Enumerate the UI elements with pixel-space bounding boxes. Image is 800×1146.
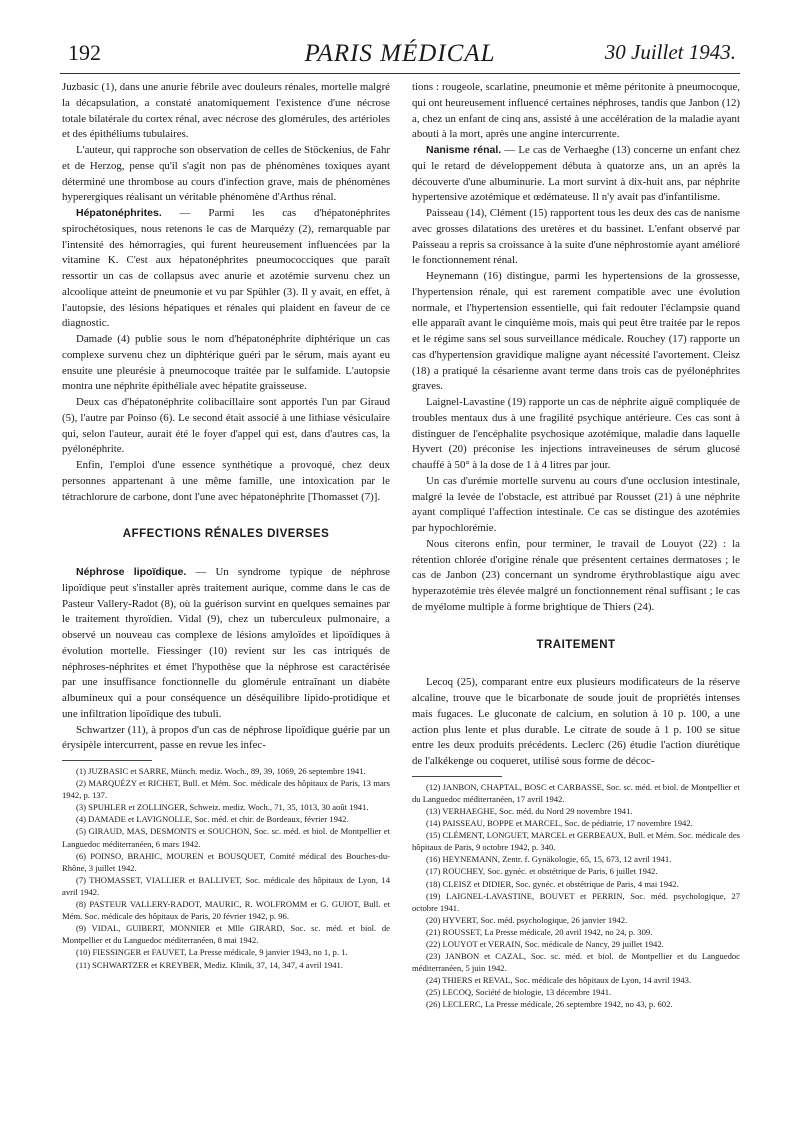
- subheading: Hépatonéphrites.: [76, 207, 162, 219]
- left-column: [62, 80, 390, 971]
- footnote: (3) SPUHLER et ZOLLINGER, Schweiz. mediz. Woch., 71, 35, 1013, 30 août 1941.: [76, 802, 369, 813]
- paragraph: Juzbasic (1), dans une anurie fébrile avec douleurs rénales, mortelle malgré la décapsulation, a constaté anatomiquement l'existence d'une nécrose totale bilatérale du cortex rénal, avec nécrose des glomérules, des artérioles et des épithéliums tubulaires.: [62, 81, 390, 141]
- paragraph: Paisseau (14), Clément (15) rapportent tous les deux des cas de nanisme avec grosses dilatations des uretères et du bassinet. L'enfant observé par Paisseau a repris sa croissance à la suite d'une néphrostomie ayant amélioré le fonctionnement rénal.: [412, 207, 740, 267]
- footnote-rule: [412, 776, 502, 777]
- footnote: (16) HEYNEMANN, Zentr. f. Gynäkologie, 65, 15, 673, 12 avril 1941.: [426, 854, 672, 865]
- footnote: (6) POINSO, BRAHIC, MOUREN et BOUSQUET, Comité médical des Bouches-du-Rhône, 3 juillet 1942.: [62, 850, 390, 873]
- right-column: [412, 80, 740, 1011]
- paragraph: Néphrose lipoïdique. — Un syndrome typique de néphrose lipoïdique peut s'installer après traitement aurique, comme dans le cas de Pasteur Vallery-Radot (8), où la guérison survint en quelques semaines par le traitement thyroïdien. Vidal (9), chez un tuberculeux pulmonaire, a observé un nouveau cas complexe de lésions amyloïdes et lipoïdiques à évolution mortelle. Fiessinger (10) revient sur les cas intriqués de néphroses-néphrites et émet l'hypothèse que la néphrose est caractérisée par une insuffisance fonctionnelle du glomérule entraînant un diabète albumineux qui a pour conséquence un déséquilibre lipido-protidique et une infiltration lipoïdique des tubuli.: [62, 566, 390, 720]
- footnote: (4) DAMADE et LAVIGNOLLE, Soc. méd. et chir. de Bordeaux, février 1942.: [76, 814, 349, 825]
- footnote: (12) JANBON, CHAPTAL, BOSC et CARBASSE, Soc. sc. méd. et biol. de Montpellier et du Languedoc méditerranéen, 17 avril 1942.: [412, 781, 740, 804]
- header-rule: [60, 73, 740, 74]
- footnote: (13) VERHAEGHE, Soc. méd. du Nord 29 novembre 1941.: [426, 805, 633, 816]
- footnote: (14) PAISSEAU, BOPPE et MARCEL, Soc. de pédiatrie, 17 novembre 1942.: [426, 818, 693, 829]
- footnote: (22) LOUYOT et VERAIN, Soc. médicale de Nancy, 29 juillet 1942.: [426, 938, 664, 949]
- footnote: (8) PASTEUR VALLERY-RADOT, MAURIC, R. WOLFROMM et G. GUIOT, Bull. et Mém. Soc. médicale des hôpitaux de Paris, 20 février 1942, p. 96.: [62, 899, 390, 922]
- subheading: Néphrose lipoïdique.: [76, 566, 187, 578]
- page-header: [60, 40, 740, 80]
- paragraph: Nous citerons enfin, pour terminer, le travail de Louyot (22) : la rétention chlorée d'origine rénale que présentent certaines dermatoses ; le cas de Janbon (23) concernant un syndrome érythroblastique aigu avec hyperazotémie très élevée malgré un fonctionnement rénal suffisant ; le cas de myélome multiple à forme brightique de Thiers (24).: [412, 537, 740, 613]
- paragraph: Hépatonéphrites. — Parmi les cas d'hépatonéphrites spirochétosiques, nous retenons le cas de Marquézy (2), remarquable par l'intensité des hémorragies, qui furent heureusement influencées par la vitamine K. C'est aux hépatonéphrites pneumococciques que paraît ressortir un cas de collapsus avec anurie et azotémie survenu chez un alcoolique atteint de pneumonie et vu par Spühler (3). Il y avait, en effet, à l'autopsie, des lésions hépatiques et rénales qui plaident en faveur de ce diagnostic.: [62, 207, 390, 330]
- footnote: (7) THOMASSET, VIALLIER et BALLIVET, Soc. médicale des hôpitaux de Lyon, 14 avril 1942.: [62, 874, 390, 897]
- journal-title: PARIS MÉDICAL: [304, 40, 496, 67]
- footnote: (11) SCHWARTZER et KREYBER, Mediz. Klinik, 37, 14, 347, 4 avril 1941.: [76, 959, 343, 970]
- footnotes: [412, 781, 740, 1011]
- footnotes: [62, 765, 390, 971]
- section-heading: TRAITEMENT: [536, 638, 616, 651]
- footnote: (5) GIRAUD, MAS, DESMONTS et SOUCHON, Soc. sc. méd. et biol. de Montpellier et Languedoc méditerranéen, 6 mars 1942.: [62, 826, 390, 849]
- paragraph: Heynemann (16) distingue, parmi les hypertensions de la grossesse, l'hypertension rénale, qui est rarement compatible avec une évolution normale, et l'hypertension essentielle, qui fait redouter l'éclampsie quand elle apparaît avant le cinquième mois, mais qui peut être traitée par le repos et le régime sans sel sous surveillance médicale. Rouchey (17) rapporte un cas d'hypertension gravidique maligne ayant nécessité l'avortement. Cleisz (18) a pratiqué la césarienne avant terme dans trois cas de pyélonéphrites graves.: [412, 270, 740, 393]
- footnote: (20) HYVERT, Soc. méd. psychologique, 26 janvier 1942.: [426, 914, 628, 925]
- footnote: (23) JANBON et CAZAL, Soc. sc. méd. et biol. de Montpellier et du Languedoc méditerranéen, 5 juin 1942.: [412, 951, 740, 974]
- paragraph: Un cas d'urémie mortelle survenu au cours d'une occlusion intestinale, malgré la levée de l'obstacle, est attribué par Rousset (21) à une néphrite ayant compliqué l'affection intestinale. Ce cas se distingue des azotémies par hypochlorémie.: [412, 474, 740, 534]
- footnote-rule: [62, 760, 152, 761]
- footnote: (17) ROUCHEY, Soc. gynéc. et obstétrique de Paris, 6 juillet 1942.: [426, 866, 658, 877]
- footnote: (1) JUZBASIC et SARRE, Münch. mediz. Woch., 89, 39, 1069, 26 septembre 1941.: [76, 766, 366, 776]
- subheading: Nanisme rénal.: [426, 144, 502, 156]
- issue-date: 30 Juillet 1943.: [604, 40, 736, 64]
- footnote: (18) CLEISZ et DIDIER, Soc. gynéc. et obstétrique de Paris, 4 mai 1942.: [426, 878, 679, 889]
- paragraph: Laignel-Lavastine (19) rapporte un cas de néphrite aiguë compliquée de troubles mentaux dus à une fragilité psychique antérieure. Ces cas sont à distinguer de l'encéphalite psychosique azotémique, maladie dans laquelle Hyvert (20) préconise les injections intraveineuses de sérum glucosé chauffé à 50° à la dose de 1 à 4 litres par jour.: [412, 396, 740, 471]
- paragraph: Lecoq (25), comparant entre eux plusieurs modificateurs de la réserve alcaline, trouve que le bicarbonate de soude jouit de propriétés intenses mais fugaces. Le gluconate de calcium, en solution à 10 p. 100, a une action plus lente et plus durable. Le citrate de soude à 1 p. 100 se situe entre les deux produits précédents. Leclerc (26) étudie l'action diurétique de l'alkékenge ou coqueret, utilisé sous forme de décoc-: [412, 676, 740, 767]
- paragraph: Schwartzer (11), à propos d'un cas de néphrose lipoïdique guérie par un érysipèle intercurrent, passe en revue les infec-: [62, 723, 390, 752]
- footnote: (25) LECOQ, Société de biologie, 13 décembre 1941.: [426, 987, 612, 998]
- footnote: (19) LAIGNEL-LAVASTINE, BOUVET et PERRIN, Soc. méd. psychologique, 27 octobre 1941.: [412, 890, 740, 913]
- paragraph: Damade (4) publie sous le nom d'hépatonéphrite diphtérique un cas complexe survenu chez un diphtérique guéri par le sérum, mais ayant eu ensuite une pleurésie à pneumocoque traitée par le sulfamide. L'autopsie montra une néphrite épithéliale avec hépatite graisseuse.: [62, 333, 390, 393]
- paragraph: Nanisme rénal. — Le cas de Verhaeghe (13) concerne un enfant chez qui le retard de développement débuta à quatorze ans, un an après la découverte d'une albuminurie. La mort survint à dix-huit ans, par néphrite hypertensive azotémique et œdémateuse. Il n'y avait pas d'infantilisme.: [412, 144, 740, 204]
- paragraph: L'auteur, qui rapproche son observation de celles de Stöckenius, de Fahr et de Herzog, pense qu'il s'agit non pas de phénomènes toxiques ayant déterminé une thrombose au cours d'infection grave, mais de phénomènes hyperergiques réalisant un véritable phénomène d'Arthus rénal.: [62, 144, 390, 204]
- paragraph: Deux cas d'hépatonéphrite colibacillaire sont apportés l'un par Giraud (5), l'autre par Poinso (6). Le second était associé à une lithiase vésiculaire qui, selon l'auteur, aurait été le foyer d'appel qui est, dans d'autres cas, la pyélonéphrite.: [62, 396, 390, 456]
- footnote: (24) THIERS et REVAL, Soc. médicale des hôpitaux de Lyon, 14 avril 1943.: [426, 975, 692, 986]
- footnote: (10) FIESSINGER et FAUVET, La Presse médicale, 9 janvier 1943, no 1, p. 1.: [76, 947, 348, 958]
- page-number: 192: [68, 40, 101, 65]
- footnote: (26) LECLERC, La Presse médicale, 26 septembre 1942, no 43, p. 602.: [426, 999, 673, 1010]
- footnote: (9) VIDAL, GUIBERT, MONNIER et Mlle GIRARD, Soc. sc. méd. et biol. de Montpellier et du Languedoc méditerranéen, 8 mai 1942.: [62, 923, 390, 946]
- paragraph: Enfin, l'emploi d'une essence synthétique a provoqué, chez deux personnes appartenant à une même famille, une intoxication par le tétrachlorure de carbone, dont l'une avec hépatonéphrite [Thomasset (7)].: [62, 459, 390, 503]
- footnote: (21) ROUSSET, La Presse médicale, 20 avril 1942, no 24, p. 309.: [426, 926, 653, 937]
- section-heading: AFFECTIONS RÉNALES DIVERSES: [122, 528, 330, 541]
- footnote: (2) MARQUÉZY et RICHET, Bull. et Mém. Soc. médicale des hôpitaux de Paris, 13 mars 1942, p. 137.: [62, 778, 390, 801]
- footnote: (15) CLÉMENT, LONGUET, MARCEL et GERBEAUX, Bull. et Mém. Soc. médicale des hôpitaux de Paris, 9 octobre 1942, p. 340.: [412, 830, 740, 853]
- paragraph: tions : rougeole, scarlatine, pneumonie et même péritonite à pneumocoque, qui ont heureusement influencé certaines néphroses, tandis que Janbon (12) a, chez un enfant de cinq ans, assisté à une accélération de la maladie ayant abouti à la mort, après une angine intercurrente.: [412, 81, 740, 141]
